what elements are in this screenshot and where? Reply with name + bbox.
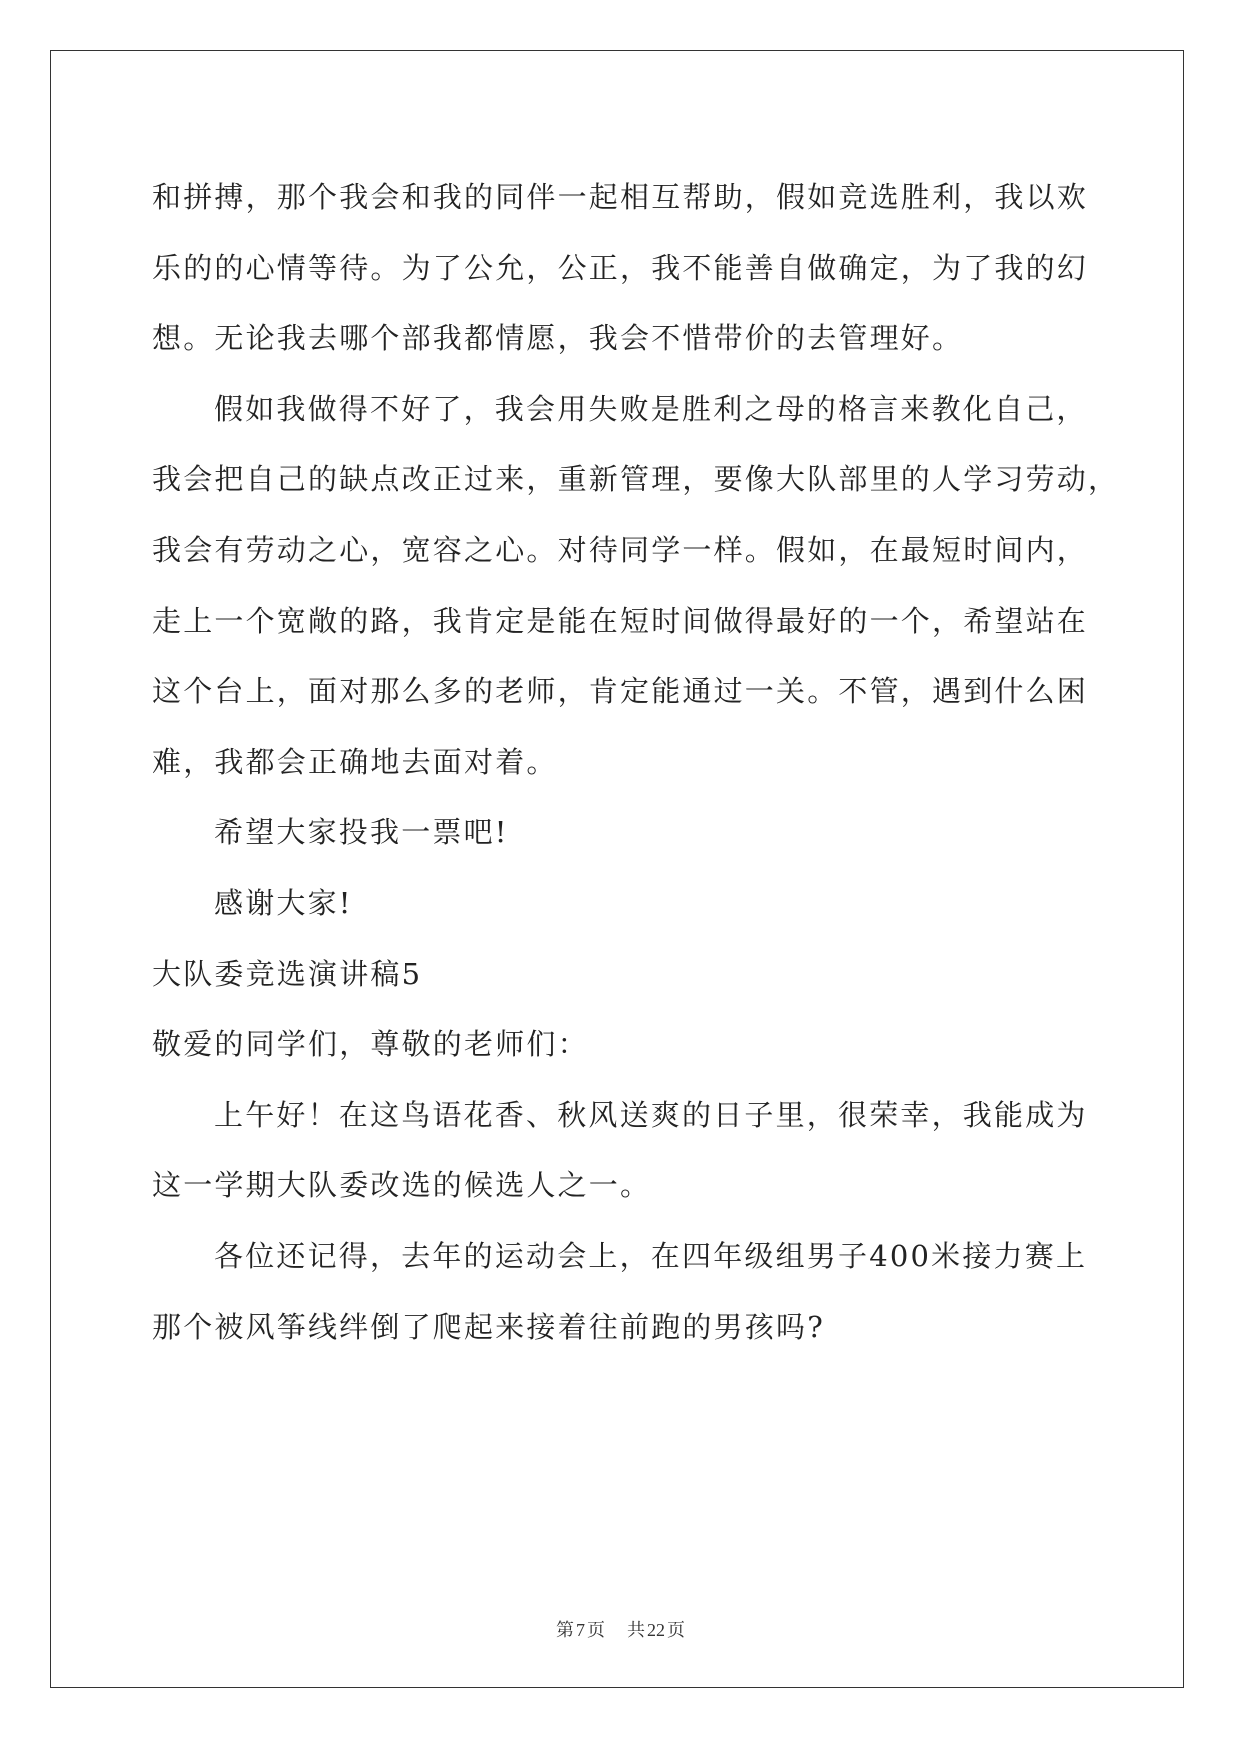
text-line: 这一学期大队委改选的候选人之一。 (152, 1168, 652, 1203)
text-line: 和拼搏，那个我会和我的同伴一起相互帮助，假如竞选胜利，我以欢 (152, 180, 1089, 214)
page-footer (0, 1616, 1241, 1642)
text-line: 我会把自己的缺点改正过来，重新管理，要像大队部里的人学习劳动， (152, 462, 1120, 497)
salutation: 敬爱的同学们，尊敬的老师们： (152, 1027, 589, 1062)
section-heading: 大队委竞选演讲稿5 (152, 956, 423, 991)
text-line: 上午好！在这鸟语花香、秋风送爽的日子里，很荣幸，我能成为 (214, 1097, 1088, 1132)
text-line: 走上一个宽敞的路，我肯定是能在短时间做得最好的一个，希望站在 (152, 603, 1089, 638)
total-suffix: 页 (667, 1620, 685, 1641)
text-line: 这个台上，面对那么多的老师，肯定能通过一关。不管，遇到什么困 (152, 674, 1089, 709)
text-line: 难，我都会正确地去面对着。 (152, 744, 558, 779)
page-prefix: 第 (556, 1620, 574, 1641)
text-line: 假如我做得不好了，我会用失败是胜利之母的格言来教化自己， (214, 391, 1088, 426)
total-prefix: 共 (627, 1620, 645, 1641)
text-line: 想。无论我去哪个部我都情愿，我会不惜带价的去管理好。 (152, 321, 964, 356)
document-body (152, 162, 1120, 1362)
text-line: 感谢大家! (214, 885, 353, 920)
text-line: 乐的的心情等待。为了公允，公正，我不能善自做确定，为了我的幻 (152, 250, 1089, 285)
text-line: 希望大家投我一票吧! (214, 815, 509, 850)
text-line: 我会有劳动之心，宽容之心。对待同学一样。假如，在最短时间内， (152, 532, 1089, 567)
text-line: 各位还记得，去年的运动会上，在四年级组男子400米接力赛上 (214, 1238, 1088, 1273)
total-pages-number: 22 (647, 1620, 665, 1640)
text-line: 那个被风筝线绊倒了爬起来接着往前跑的男孩吗? (152, 1309, 825, 1344)
current-page-number: 7 (576, 1620, 585, 1640)
page-suffix: 页 (587, 1620, 605, 1641)
